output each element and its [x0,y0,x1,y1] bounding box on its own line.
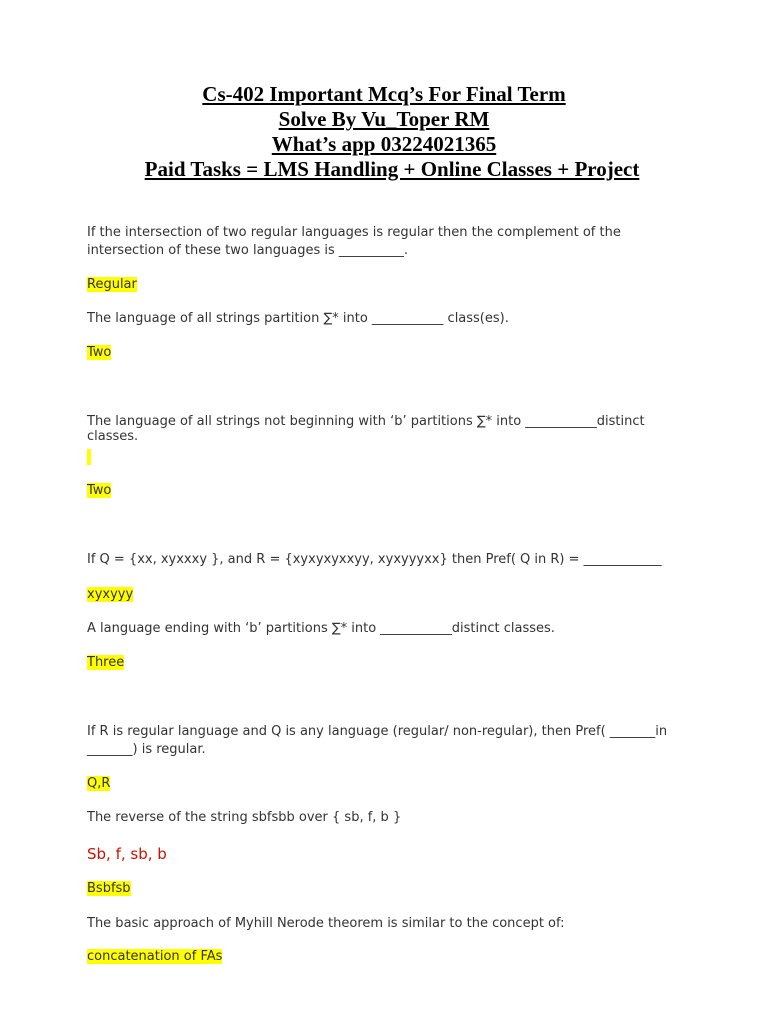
answer-8: concatenation of FAs [87,949,223,964]
answer-4-row [87,587,687,602]
question-4: If Q = {xx, xyxxxy }, and R = {xyxyxyxxyy, xyxyyyxx} then Pref( Q in R) = ____________ [87,552,662,567]
answer-5-row [87,655,687,670]
answer-1-row [87,277,687,292]
answer-3-row [87,483,687,498]
highlight-marker [87,449,91,465]
question-6: If R is regular language and Q is any language (regular/ non-regular), then Pref( _______in _______) is regular. [87,724,668,757]
title-line: Cs-402 Important Mcq’s For Final Term [202,82,566,106]
answer-6: Q,R [87,776,111,791]
question-2: The language of all strings partition ∑* into ___________ class(es). [87,311,509,326]
answer-2: Two [87,345,112,360]
answer-4: xyxyyy [87,587,134,602]
question-5: A language ending with ‘b’ partitions ∑* into ___________distinct classes. [87,621,555,636]
answer-1: Regular [87,277,137,292]
answer-2-row [87,345,687,360]
answer-7-working: Sb, f, sb, b [87,845,167,863]
question-7: The reverse of the string sbfsbb over { sb, f, b } [87,810,402,825]
contact-line: What’s app 03224021365 [271,132,497,156]
answer-7-row [87,881,687,896]
author-line: Solve By Vu_Toper RM [278,107,490,131]
question-1: If the intersection of two regular languages is regular then the complement of the intersection of these two languages is __________. [87,225,621,258]
answer-6-row [87,776,687,791]
question-3: The language of all strings not beginning with ‘b’ partitions ∑* into ___________distinct classes. [87,414,645,444]
highlight-marker-row [87,449,687,469]
paid-tasks-line: Paid Tasks = LMS Handling + Online Classes + Project [144,157,640,181]
question-8: The basic approach of Myhill Nerode theorem is similar to the concept of: [87,916,565,931]
answer-3: Two [87,483,112,498]
answer-7: Bsbfsb [87,881,131,896]
document-header [0,82,768,182]
answer-8-row [87,949,687,964]
answer-5: Three [87,655,125,670]
